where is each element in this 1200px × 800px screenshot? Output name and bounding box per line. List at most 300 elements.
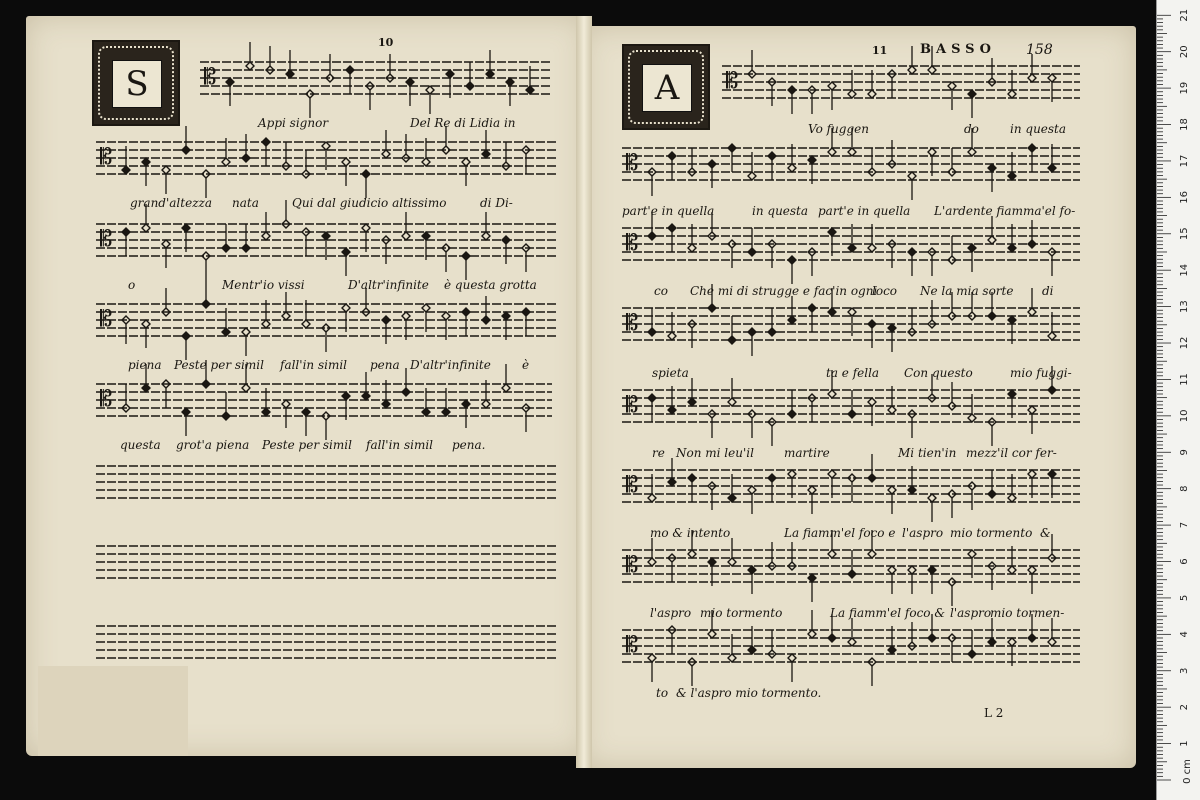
note-head <box>382 150 390 158</box>
note-head <box>828 148 836 156</box>
clef-symbol: 𝄡 <box>626 231 639 256</box>
lyric-fragment: D'altr'infinite <box>348 278 429 292</box>
note-head <box>322 142 330 150</box>
lyric-fragment: mio fuggi- <box>1010 366 1072 380</box>
note-head <box>768 152 776 160</box>
note-head <box>486 70 494 78</box>
note-head <box>868 90 876 98</box>
note-head <box>748 566 756 574</box>
lyric-fragment: spieta <box>652 366 689 380</box>
music-staff <box>96 546 556 578</box>
music-staff <box>622 530 1080 606</box>
note-head <box>502 312 510 320</box>
note-head <box>688 398 696 406</box>
note-head <box>462 400 470 408</box>
note-head <box>1028 308 1036 316</box>
note-head <box>442 408 450 416</box>
clef-symbol: 𝄡 <box>626 553 639 578</box>
note-head <box>848 308 856 316</box>
ruler-tick-label: 6 <box>1179 558 1190 565</box>
note-head <box>848 570 856 578</box>
note-head <box>462 252 470 260</box>
note-head <box>868 320 876 328</box>
note-head <box>928 566 936 574</box>
note-head <box>908 566 916 574</box>
note-head <box>828 390 836 398</box>
note-head <box>928 634 936 642</box>
note-head <box>748 248 756 256</box>
note-head <box>828 470 836 478</box>
lyric-fragment: pena. <box>452 438 486 452</box>
note-head <box>1028 634 1036 642</box>
ruler-tick-label: 10 <box>1179 409 1190 423</box>
note-head <box>426 86 434 94</box>
note-head <box>648 394 656 402</box>
note-head <box>688 474 696 482</box>
note-head <box>402 388 410 396</box>
note-head <box>262 232 270 240</box>
note-head <box>848 244 856 252</box>
note-head <box>908 486 916 494</box>
note-head <box>462 308 470 316</box>
music-staff <box>622 212 1080 284</box>
lyric-fragment: questa <box>120 438 161 452</box>
note-head <box>808 156 816 164</box>
note-head <box>1048 638 1056 646</box>
note-head <box>362 224 370 232</box>
ruler-tick-label: 13 <box>1179 300 1190 313</box>
note-head <box>968 650 976 658</box>
note-head <box>908 66 916 74</box>
note-head <box>1028 566 1036 574</box>
clef-symbol: 𝄡 <box>626 633 639 658</box>
lyric-fragment: ta e fella <box>826 366 880 380</box>
note-head <box>262 408 270 416</box>
note-head <box>1028 144 1036 152</box>
note-head <box>502 384 510 392</box>
note-head <box>286 70 294 78</box>
note-head <box>182 224 190 232</box>
lyric-fragment: l'aspro <box>950 606 992 620</box>
lyric-fragment: mio tormento <box>950 526 1033 540</box>
note-head <box>668 152 676 160</box>
note-head <box>788 470 796 478</box>
note-head <box>888 566 896 574</box>
lyric-fragment: Con questo <box>904 366 973 380</box>
note-head <box>808 630 816 638</box>
note-head <box>402 232 410 240</box>
decorated-initial-right <box>622 44 710 130</box>
clef-symbol: 𝄡 <box>100 145 113 170</box>
note-head <box>342 158 350 166</box>
note-head <box>322 232 330 240</box>
note-head <box>406 78 414 86</box>
note-head <box>968 148 976 156</box>
note-head <box>182 146 190 154</box>
note-head <box>668 332 676 340</box>
clef-symbol: 𝄡 <box>100 227 113 252</box>
note-head <box>708 558 716 566</box>
ruler-tick-label: 19 <box>1179 81 1190 95</box>
note-head <box>142 320 150 328</box>
note-head <box>948 82 956 90</box>
note-head <box>848 148 856 156</box>
note-head <box>1048 386 1056 394</box>
note-head <box>1048 332 1056 340</box>
note-head <box>222 158 230 166</box>
note-head <box>928 148 936 156</box>
note-head <box>988 164 996 172</box>
note-head <box>162 166 170 174</box>
note-head <box>482 316 490 324</box>
lyric-fragment: re <box>652 446 665 460</box>
ruler-tick-label: 4 <box>1179 631 1190 638</box>
ruler-tick-label: 14 <box>1179 263 1190 277</box>
note-head <box>142 384 150 392</box>
note-head <box>908 248 916 256</box>
note-head <box>262 138 270 146</box>
note-head <box>828 228 836 236</box>
lyric-fragment: è <box>522 358 530 372</box>
note-head <box>728 654 736 662</box>
music-staff <box>622 128 1080 200</box>
lyric-fragment: Mi tien'in <box>898 446 957 460</box>
music-staff <box>96 280 556 360</box>
note-head <box>142 224 150 232</box>
note-head <box>402 312 410 320</box>
music-staff <box>96 126 556 198</box>
note-head <box>422 158 430 166</box>
lyric-fragment: Vo fuggen <box>808 122 869 136</box>
note-head <box>848 638 856 646</box>
note-head <box>122 166 130 174</box>
lyric-fragment: o <box>128 278 136 292</box>
note-head <box>808 574 816 582</box>
note-head <box>748 328 756 336</box>
music-staff <box>622 610 1080 686</box>
music-staff <box>96 360 552 440</box>
music-staff <box>96 466 556 498</box>
lyric-fragment: mezz'il cor fer- <box>966 446 1057 460</box>
part-name: BASSO <box>920 42 996 57</box>
lyric-fragment: Peste per simil <box>174 358 264 372</box>
initial-letter: S <box>112 60 162 108</box>
lyric-fragment: è questa grotta <box>444 278 537 292</box>
ruler-tick-label: 12 <box>1179 336 1190 350</box>
note-head <box>1008 494 1016 502</box>
lyric-fragment: do <box>964 122 979 136</box>
note-head <box>788 164 796 172</box>
ruler-tick-label: 11 <box>1179 373 1190 386</box>
lyric-fragment: Del Re di Lidia in <box>410 116 516 130</box>
folio-mark: 158 <box>1026 42 1053 58</box>
clef-symbol: 𝄡 <box>626 151 639 176</box>
note-head <box>382 316 390 324</box>
note-head <box>648 558 656 566</box>
lyric-fragment: & l'aspro mio tormento. <box>676 686 822 700</box>
note-head <box>282 312 290 320</box>
note-head <box>668 478 676 486</box>
note-head <box>788 654 796 662</box>
ruler-tick-label: 3 <box>1179 667 1190 674</box>
note-head <box>788 316 796 324</box>
note-head <box>888 646 896 654</box>
note-head <box>988 312 996 320</box>
note-head <box>928 66 936 74</box>
note-head <box>728 336 736 344</box>
note-head <box>142 158 150 166</box>
note-head <box>1048 164 1056 172</box>
note-head <box>708 160 716 168</box>
note-head <box>1048 74 1056 82</box>
lyric-fragment: loco <box>872 284 898 298</box>
lyric-fragment: mo & intento <box>650 526 731 540</box>
lyric-fragment: & <box>1040 526 1051 540</box>
note-head <box>868 398 876 406</box>
note-head <box>848 90 856 98</box>
clef-symbol: 𝄡 <box>100 307 113 332</box>
note-head <box>162 240 170 248</box>
ruler-tick-label: 18 <box>1179 118 1190 131</box>
note-head <box>506 78 514 86</box>
note-head <box>242 154 250 162</box>
note-head <box>182 332 190 340</box>
note-head <box>302 408 310 416</box>
note-head <box>988 236 996 244</box>
note-head <box>708 630 716 638</box>
note-head <box>1008 172 1016 180</box>
lyric-fragment: to <box>656 686 669 700</box>
note-head <box>748 486 756 494</box>
note-head <box>222 328 230 336</box>
note-head <box>968 90 976 98</box>
note-head <box>708 304 716 312</box>
lyric-fragment: nata <box>232 196 259 210</box>
note-head <box>788 86 796 94</box>
note-head <box>1008 90 1016 98</box>
initial-letter: A <box>642 64 692 112</box>
note-head <box>1028 240 1036 248</box>
ruler-tick-label: 1 <box>1179 740 1190 747</box>
note-head <box>808 304 816 312</box>
lyric-fragment: Mentr'io vissi <box>222 278 305 292</box>
note-head <box>808 486 816 494</box>
note-head <box>526 86 534 94</box>
note-head <box>688 244 696 252</box>
note-head <box>648 494 656 502</box>
ruler-unit-label: 0 cm <box>1181 759 1193 784</box>
note-head <box>462 158 470 166</box>
note-head <box>888 406 896 414</box>
music-staff <box>96 200 556 280</box>
lyric-fragment: L'ardente fiamma'el fo- <box>934 204 1076 218</box>
music-staff <box>96 626 556 658</box>
lyric-fragment: part'e in quella <box>818 204 911 218</box>
lyric-fragment: pena <box>370 358 400 372</box>
note-head <box>1008 638 1016 646</box>
note-head <box>1028 406 1036 414</box>
lyric-fragment: part'e in quella <box>622 204 715 218</box>
note-head <box>768 328 776 336</box>
measurement-ruler <box>1156 0 1200 800</box>
note-head <box>908 172 916 180</box>
note-head <box>868 474 876 482</box>
note-head <box>382 400 390 408</box>
note-head <box>502 236 510 244</box>
lyric-fragment: piena <box>128 358 162 372</box>
lyric-fragment: Appi signor <box>258 116 329 130</box>
lyric-fragment: grand'altezza <box>130 196 212 210</box>
note-head <box>728 144 736 152</box>
note-head <box>362 392 370 400</box>
note-head <box>182 408 190 416</box>
note-head <box>668 224 676 232</box>
ruler-tick-label: 16 <box>1179 190 1190 204</box>
note-head <box>222 244 230 252</box>
decorated-initial-left <box>92 40 180 126</box>
ruler-tick-label: 9 <box>1179 449 1190 456</box>
note-head <box>242 244 250 252</box>
note-head <box>362 170 370 178</box>
ruler-tick-label: 15 <box>1179 227 1190 241</box>
note-head <box>888 486 896 494</box>
lyric-fragment: di Di- <box>480 196 513 210</box>
lyric-fragment: di <box>1042 284 1054 298</box>
lyric-fragment: co <box>654 284 668 298</box>
note-head <box>888 324 896 332</box>
ruler-tick-label: 21 <box>1179 8 1190 22</box>
note-head <box>482 150 490 158</box>
note-head <box>648 328 656 336</box>
ruler-tick-label: 20 <box>1179 45 1190 59</box>
note-head <box>728 558 736 566</box>
note-head <box>928 494 936 502</box>
note-head <box>788 410 796 418</box>
note-head <box>446 70 454 78</box>
clef-symbol: 𝄡 <box>626 393 639 418</box>
note-head <box>466 82 474 90</box>
note-head <box>968 550 976 558</box>
lyric-fragment: mio tormento <box>700 606 783 620</box>
clef-symbol: 𝄡 <box>626 473 639 498</box>
note-head <box>968 244 976 252</box>
note-head <box>422 232 430 240</box>
note-head <box>342 248 350 256</box>
note-head <box>968 414 976 422</box>
note-head <box>246 62 254 70</box>
note-head <box>848 410 856 418</box>
note-head <box>688 550 696 558</box>
note-head <box>828 634 836 642</box>
note-head <box>342 392 350 400</box>
lyric-fragment: fall'in simil <box>280 358 348 372</box>
clef-symbol: 𝄡 <box>204 65 217 90</box>
lyric-fragment: D'altr'infinite <box>410 358 491 372</box>
note-head <box>768 474 776 482</box>
note-head <box>422 408 430 416</box>
lyric-fragment: grot'a piena <box>176 438 250 452</box>
ruler-tick-label: 17 <box>1179 154 1190 168</box>
note-head <box>422 304 430 312</box>
ruler-tick-label: 5 <box>1179 594 1190 602</box>
note-head <box>1008 390 1016 398</box>
note-head <box>1028 74 1036 82</box>
note-head <box>522 308 530 316</box>
note-head <box>1028 470 1036 478</box>
ruler-ticks <box>1157 0 1200 800</box>
note-head <box>122 228 130 236</box>
lyric-fragment: Qui dal giudicio altissimo <box>292 196 447 210</box>
note-head <box>222 412 230 420</box>
note-head <box>1008 566 1016 574</box>
note-head <box>748 172 756 180</box>
note-head <box>202 380 210 388</box>
note-head <box>728 398 736 406</box>
page-number-right: 11 <box>872 44 888 57</box>
note-head <box>828 82 836 90</box>
note-head <box>668 406 676 414</box>
note-head <box>828 308 836 316</box>
note-head <box>868 244 876 252</box>
lyric-fragment: Non mi leu'il <box>676 446 754 460</box>
note-head <box>648 654 656 662</box>
ruler-tick-label: 2 <box>1179 703 1190 711</box>
note-head <box>342 304 350 312</box>
music-staff <box>622 454 1080 522</box>
clef-symbol: 𝄡 <box>100 387 113 412</box>
note-head <box>482 232 490 240</box>
note-head <box>242 384 250 392</box>
lyric-fragment: in questa <box>752 204 809 218</box>
note-head <box>302 320 310 328</box>
note-head <box>202 300 210 308</box>
lyric-fragment: in questa <box>1010 122 1067 136</box>
lyric-fragment: La fiamm'el foco & <box>830 606 946 620</box>
note-head <box>748 646 756 654</box>
note-head <box>346 66 354 74</box>
lyric-fragment: Peste per simil <box>262 438 352 452</box>
note-head <box>282 400 290 408</box>
note-head <box>788 256 796 264</box>
note-head <box>242 328 250 336</box>
note-head <box>728 494 736 502</box>
note-head <box>262 320 270 328</box>
lyric-fragment: l'aspro <box>902 526 944 540</box>
note-head <box>226 78 234 86</box>
note-head <box>442 312 450 320</box>
music-staff <box>200 42 552 118</box>
note-head <box>482 400 490 408</box>
clef-symbol: 𝄡 <box>726 69 739 94</box>
note-head <box>1008 316 1016 324</box>
lyric-fragment: mio tormen- <box>990 606 1065 620</box>
lyric-fragment: Ne la mia sorte <box>920 284 1014 298</box>
note-head <box>988 638 996 646</box>
lyric-fragment: fall'in simil <box>366 438 434 452</box>
lyric-fragment: martire <box>784 446 830 460</box>
clef-symbol: 𝄡 <box>626 311 639 336</box>
note-head <box>648 232 656 240</box>
signature-mark: L 2 <box>984 706 1004 720</box>
note-head <box>1048 470 1056 478</box>
ruler-tick-label: 8 <box>1179 485 1190 492</box>
note-head <box>828 550 836 558</box>
lyric-fragment: La fiamm'el foco e <box>784 526 896 540</box>
lyric-fragment: l'aspro <box>650 606 692 620</box>
note-head <box>988 490 996 498</box>
note-head <box>868 550 876 558</box>
lyric-fragment: Che mi di strugge e fac'in ogni <box>690 284 878 298</box>
